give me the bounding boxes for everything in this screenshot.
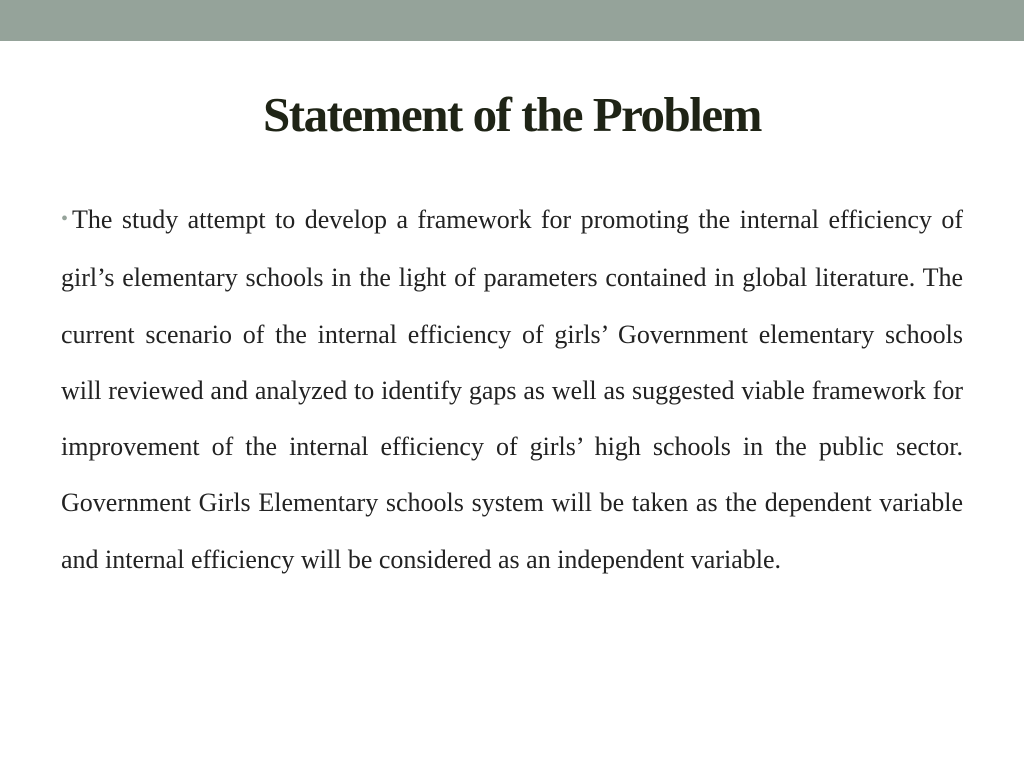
bullet-text: The study attempt to develop a framework for promoting the internal efficiency of girl’s elementary schools in the light of parameters contained in global literature. The current scenario of the internal efficiency of girls’ Government elementary schools will reviewed and analyzed to identify gaps as well as suggested viable framework for improvement of the internal efficiency of girls’ high schools in the public sector. Government Girls Elementary schools system will be taken as the dependent variable and internal efficiency will be considered as an independent variable. [61, 205, 963, 574]
top-accent-bar [0, 0, 1024, 41]
bullet-item [61, 192, 963, 588]
slide-title: Statement of the Problem [263, 87, 761, 142]
bullet-marker: • [61, 208, 69, 230]
